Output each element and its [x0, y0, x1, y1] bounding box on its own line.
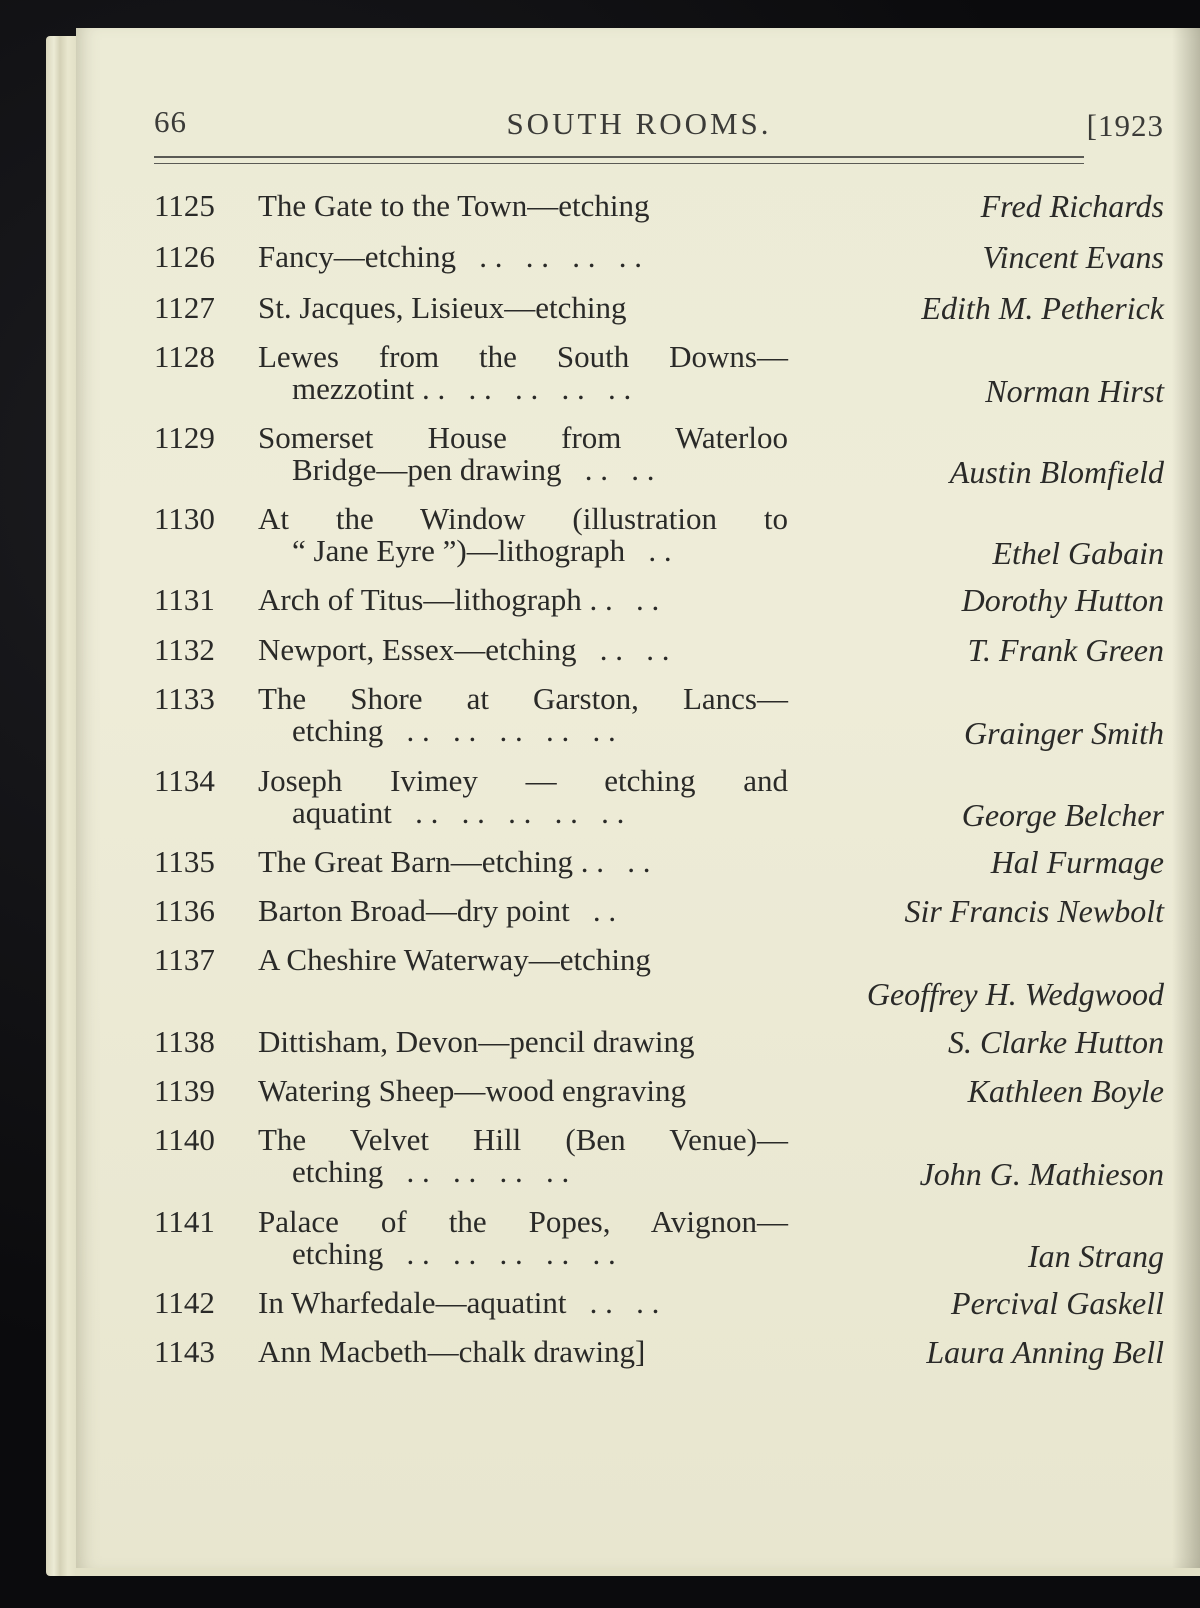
entry-title-line: St. Jacques, Lisieux—etching: [258, 290, 627, 325]
entry-number: 1143: [154, 1334, 215, 1369]
entry-title-line: The Gate to the Town—etching: [258, 188, 650, 223]
entry-title: [258, 1124, 788, 1188]
entry-artist: John G. Mathieson: [919, 1156, 1164, 1192]
entry-title-continuation: etching . . . . . . . . . .: [292, 1236, 616, 1271]
entry-title: [258, 584, 788, 616]
entry-title-line: The Velvet Hill (Ben Venue)—: [258, 1122, 788, 1157]
entry-title-line: Joseph Ivimey — etching and: [258, 763, 788, 798]
entry-number: 1127: [154, 290, 215, 325]
entry-number: 1130: [154, 501, 215, 536]
entry-artist: Ethel Gabain: [992, 535, 1164, 571]
entry-title-line: Lewes from the South Downs—: [258, 339, 788, 374]
entry-title: [258, 1206, 788, 1270]
entry-title: [258, 634, 788, 666]
entry-artist: Geoffrey H. Wedgwood: [866, 976, 1164, 1012]
entry-artist: Kathleen Boyle: [967, 1073, 1164, 1109]
entry-number: 1136: [154, 893, 215, 928]
entry-title: [258, 422, 788, 486]
entry-number: 1131: [154, 582, 215, 617]
entry-number: 1126: [154, 239, 215, 274]
year-marker: [1923: [1086, 108, 1164, 143]
entry-number: 1142: [154, 1285, 215, 1320]
page-header: [154, 104, 1164, 148]
entry-title-line: A Cheshire Waterway—etching: [258, 942, 651, 977]
entry-title-line: Newport, Essex—etching . . . .: [258, 632, 670, 667]
entry-artist: Grainger Smith: [964, 715, 1164, 751]
entry-artist: Dorothy Hutton: [961, 582, 1164, 618]
entry-title-continuation: “ Jane Eyre ”)—lithograph . .: [292, 533, 672, 568]
entry-title: [258, 241, 788, 273]
entry-title-continuation: mezzotint . . . . . . . . . .: [292, 371, 632, 406]
entry-artist: George Belcher: [961, 797, 1164, 833]
page-gutter-shadow: [1172, 28, 1200, 1568]
entry-title-continuation: etching . . . . . . . .: [292, 1154, 570, 1189]
entry-title: [258, 190, 788, 222]
entry-title: [258, 292, 788, 324]
entry-title-line: The Great Barn—etching . . . .: [258, 844, 651, 879]
entry-title-line: Ann Macbeth—chalk drawing]: [258, 1334, 646, 1369]
entry-artist: T. Frank Green: [967, 632, 1164, 668]
entry-title: [258, 503, 788, 567]
entry-title: [258, 1075, 788, 1107]
entry-number: 1134: [154, 763, 215, 798]
entry-number: 1139: [154, 1073, 215, 1108]
entry-title: [258, 1287, 788, 1319]
entry-title: [258, 341, 788, 405]
entry-title-line: Dittisham, Devon—pencil drawing: [258, 1024, 695, 1059]
entry-title-line: The Shore at Garston, Lancs—: [258, 681, 788, 716]
entry-title-line: Watering Sheep—wood engraving: [258, 1073, 686, 1108]
entry-title: [258, 1026, 788, 1058]
entry-artist: Sir Francis Newbolt: [904, 893, 1164, 929]
entry-number: 1137: [154, 942, 215, 977]
page-number: 66: [154, 104, 187, 139]
entry-artist: Percival Gaskell: [951, 1285, 1164, 1321]
entry-number: 1129: [154, 420, 215, 455]
entry-artist: Ian Strang: [1028, 1238, 1164, 1274]
header-rule: [154, 156, 1084, 164]
entry-artist: Vincent Evans: [982, 239, 1164, 275]
entry-title-line: Arch of Titus—lithograph . . . .: [258, 582, 660, 617]
entry-title: [258, 683, 788, 747]
entry-number: 1135: [154, 844, 215, 879]
section-title: SOUTH ROOMS.: [506, 106, 772, 141]
entry-title: [258, 944, 788, 976]
entry-title-line: Fancy—etching . . . . . . . .: [258, 239, 643, 274]
entry-title-line: Palace of the Popes, Avignon—: [258, 1204, 788, 1239]
entry-title: [258, 765, 788, 829]
entry-artist: Hal Furmage: [990, 844, 1164, 880]
entry-number: 1132: [154, 632, 215, 667]
entry-title: [258, 846, 788, 878]
entry-artist: Fred Richards: [980, 188, 1164, 224]
entry-title-continuation: aquatint . . . . . . . . . .: [292, 795, 625, 830]
entry-artist: S. Clarke Hutton: [948, 1024, 1164, 1060]
entry-title-continuation: Bridge—pen drawing . . . .: [292, 452, 655, 487]
entry-title-line: Barton Broad—dry point . .: [258, 893, 617, 928]
entry-artist: Laura Anning Bell: [926, 1334, 1164, 1370]
entry-number: 1141: [154, 1204, 215, 1239]
entry-artist: Norman Hirst: [985, 373, 1164, 409]
entry-number: 1133: [154, 681, 215, 716]
entry-title: [258, 1336, 788, 1368]
entry-number: 1140: [154, 1122, 215, 1157]
entry-title-line: Somerset House from Waterloo: [258, 420, 788, 455]
entry-number: 1125: [154, 188, 215, 223]
entry-title-line: In Wharfedale—aquatint . . . .: [258, 1285, 660, 1320]
entry-artist: Austin Blomfield: [949, 454, 1164, 490]
entry-number: 1128: [154, 339, 215, 374]
entry-artist: Edith M. Petherick: [921, 290, 1164, 326]
entry-number: 1138: [154, 1024, 215, 1059]
entry-title: [258, 895, 788, 927]
entry-title-continuation: etching . . . . . . . . . .: [292, 713, 616, 748]
entry-title-line: At the Window (illustration to: [258, 501, 788, 536]
